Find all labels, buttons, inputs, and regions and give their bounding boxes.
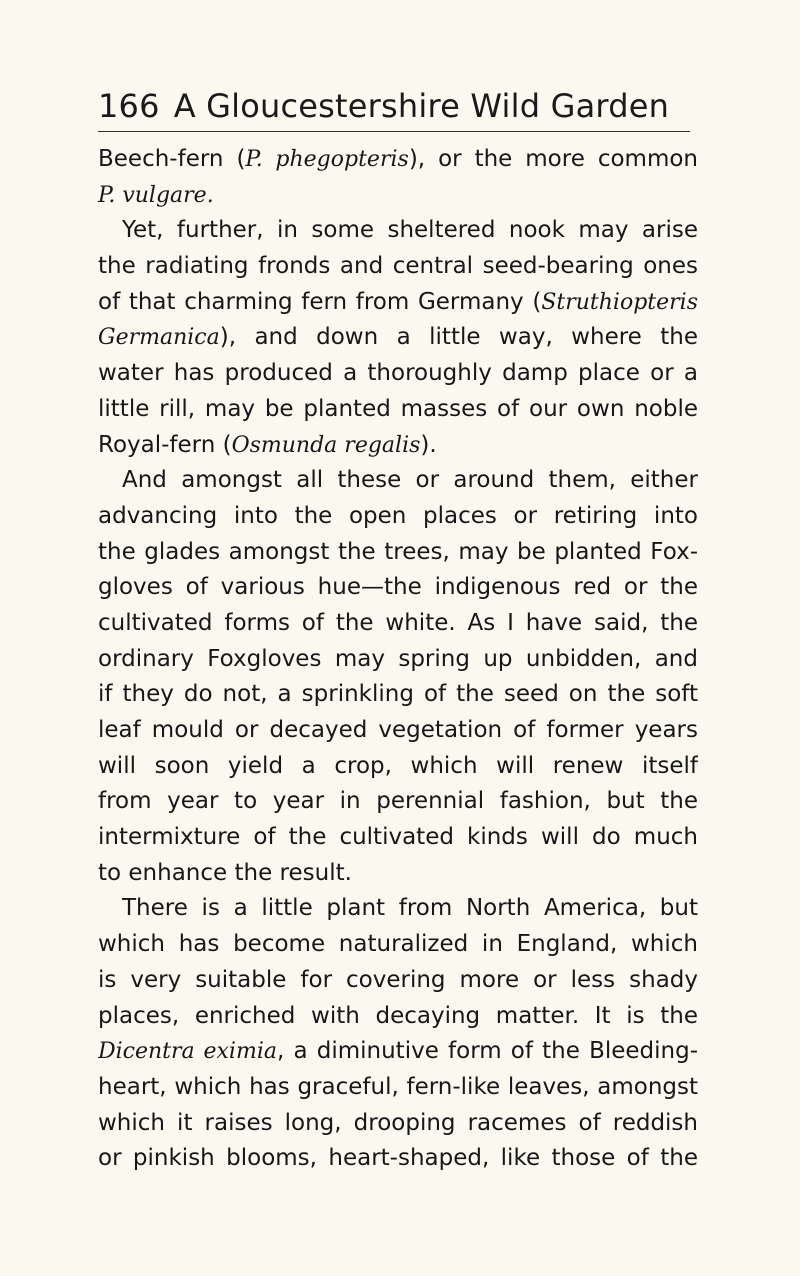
text-segment: advancing into the open places or retiring into: [98, 502, 698, 529]
text-segment: And amongst all these or around them, either: [122, 467, 698, 494]
text-segment: from year to year in perennial fashion, but the: [98, 788, 698, 815]
text-line: [98, 392, 698, 428]
text-segment: Royal-fern (: [98, 431, 232, 458]
text-segment: to enhance the result.: [98, 859, 352, 886]
text-line: [98, 1070, 698, 1106]
running-title: A Gloucestershire Wild Garden: [173, 87, 670, 125]
text-segment: ).: [420, 431, 437, 458]
text-line: [98, 535, 698, 571]
text-segment: , a diminutive form of the Bleeding-: [277, 1038, 698, 1065]
text-line: [98, 356, 698, 392]
text-line: [98, 213, 698, 249]
text-line: [98, 820, 698, 856]
text-segment: is very suitable for covering more or less shady: [98, 966, 698, 993]
text-line: [98, 642, 698, 678]
text-segment: little rill, may be planted masses of our own noble: [98, 395, 698, 422]
text-line: [98, 499, 698, 535]
running-head: [98, 86, 708, 130]
text-line: [98, 749, 698, 785]
text-line: [98, 249, 698, 285]
text-line: [98, 320, 698, 356]
text-line: [98, 1141, 698, 1177]
text-segment: the glades amongst the trees, may be planted Fox-: [98, 538, 698, 565]
text-line: [98, 142, 698, 178]
text-line: [98, 285, 698, 321]
text-segment: intermixture of the cultivated kinds will do much: [98, 824, 698, 851]
text-segment: will soon yield a crop, which will renew itself: [98, 752, 698, 779]
italic-term: P. phegopteris: [245, 147, 409, 172]
text-line: [98, 606, 698, 642]
text-line: [98, 713, 698, 749]
text-segment: Beech-fern (: [98, 146, 246, 172]
text-segment: There is a little plant from North America, but: [122, 895, 698, 922]
italic-term: P. vulgare.: [98, 182, 214, 208]
text-segment: leaf mould or decayed vegetation of former years: [98, 717, 698, 743]
text-segment: or pinkish blooms, heart-shaped, like those of the: [98, 1145, 698, 1172]
text-segment: cultivated forms of the white. As I have said, the: [98, 609, 698, 636]
text-line: [98, 463, 698, 499]
text-line: [98, 891, 698, 927]
italic-term: Germanica: [98, 325, 220, 351]
text-line: [98, 428, 698, 464]
text-segment: which it raises long, drooping racemes of reddish: [98, 1109, 698, 1136]
text-line: [98, 1106, 698, 1142]
text-segment: Yet, further, in some sheltered nook may arise: [122, 217, 698, 244]
text-segment: of that charming fern from Germany (: [98, 288, 542, 315]
text-line: [98, 999, 698, 1035]
italic-term: Dicentra eximia: [98, 1039, 277, 1065]
page-number: 166: [98, 87, 160, 125]
text-segment: if they do not, a sprinkling of the seed on the soft: [98, 681, 698, 708]
text-line: [98, 677, 698, 713]
header-rule: [98, 131, 690, 132]
text-line: [98, 1034, 698, 1070]
text-line: [98, 784, 698, 820]
text-line: [98, 927, 698, 963]
text-line: [98, 963, 698, 999]
text-line: [98, 570, 698, 606]
italic-term: Osmunda regalis: [231, 432, 421, 458]
italic-term: Struthiopteris: [541, 289, 698, 315]
text-segment: ), and down a little way, where the: [219, 324, 698, 351]
text-segment: places, enriched with decaying matter. It is the: [98, 1002, 698, 1029]
body-text: [98, 142, 698, 1177]
text-segment: ), or the more common: [408, 146, 698, 172]
text-segment: water has produced a thoroughly damp place or a: [98, 360, 698, 387]
text-line: [98, 178, 698, 214]
text-line: [98, 856, 698, 892]
text-segment: which has become naturalized in England, which: [98, 931, 698, 958]
text-segment: gloves of various hue—the indigenous red or the: [98, 574, 698, 601]
text-segment: the radiating fronds and central seed-bearing ones: [98, 253, 698, 280]
text-segment: heart, which has graceful, fern-like leaves, amongst: [98, 1073, 698, 1100]
text-segment: ordinary Foxgloves may spring up unbidden, and: [98, 645, 698, 672]
